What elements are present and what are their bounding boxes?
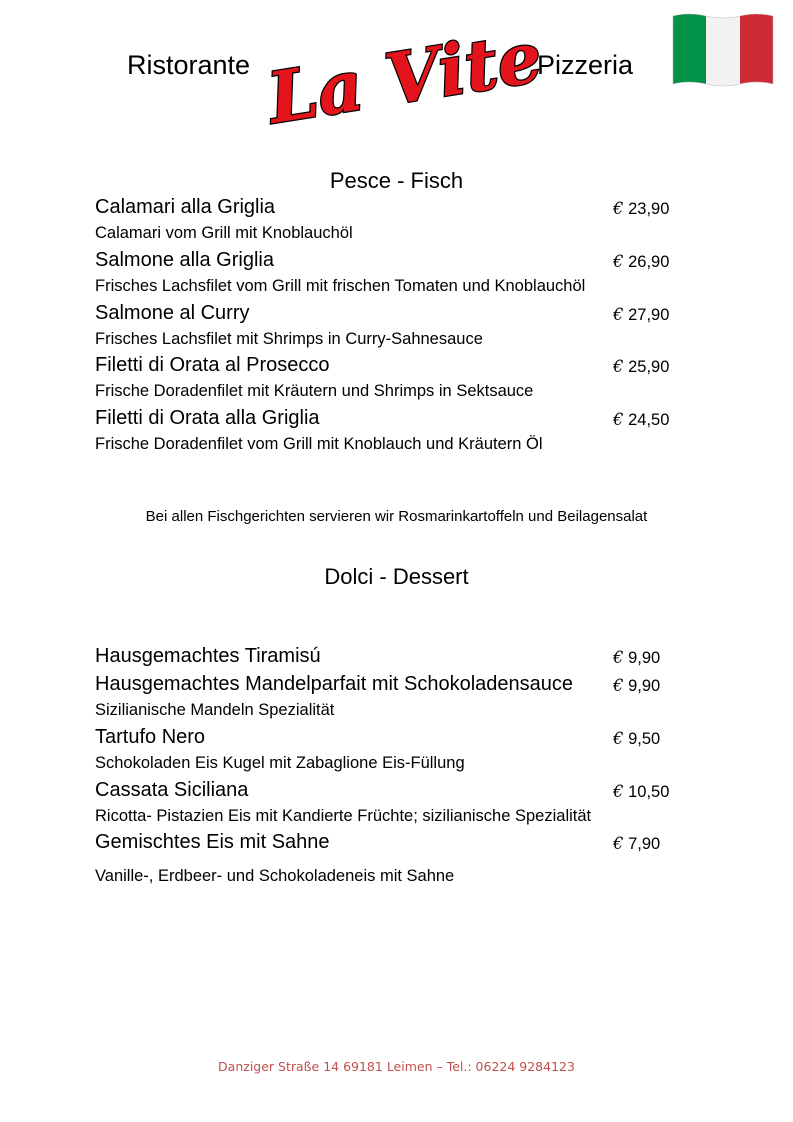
item-name: Cassata Siciliana (95, 779, 249, 801)
item-price: € 9,50 (613, 729, 661, 748)
footer-address: Danziger Straße 14 69181 Leimen – Tel.: 06224 9284123 (218, 1059, 575, 1074)
item-price: € 9,90 (613, 676, 661, 695)
item-price: € 7,90 (613, 834, 661, 853)
item-description: Sizilianische Mandeln Spezialität (95, 701, 335, 719)
item-price: € 10,50 (613, 782, 670, 801)
header-right-label: Pizzeria (537, 50, 634, 80)
item-description: Frische Doradenfilet mit Kräutern und Shrimps in Sektsauce (95, 382, 534, 400)
item-description: Frisches Lachsfilet mit Shrimps in Curry-Sahnesauce (95, 330, 483, 348)
restaurant-logo (262, 14, 548, 140)
header-left-label: Ristorante (127, 50, 251, 80)
item-description: Ricotta- Pistazien Eis mit Kandierte Früchte; sizilianische Spezialität (95, 807, 592, 825)
item-price: € 9,90 (613, 648, 661, 667)
euro-symbol: € (613, 834, 624, 853)
item-name: Filetti di Orata al Prosecco (95, 354, 330, 376)
euro-symbol: € (613, 252, 624, 271)
euro-symbol: € (613, 305, 624, 324)
item-name: Hausgemachtes Tiramisú (95, 645, 321, 667)
item-description: Frisches Lachsfilet vom Grill mit frischen Tomaten und Knoblauchöl (95, 277, 586, 295)
item-price: € 23,90 (613, 199, 670, 218)
item-price: € 24,50 (613, 410, 670, 429)
item-description: Vanille-, Erdbeer- und Schokoladeneis mit Sahne (95, 867, 455, 885)
item-description: Frische Doradenfilet vom Grill mit Knoblauch und Kräutern Öl (95, 435, 543, 453)
euro-symbol: € (613, 199, 624, 218)
item-price: € 26,90 (613, 252, 670, 271)
item-price: € 25,90 (613, 357, 670, 376)
italian-flag-icon (671, 12, 775, 90)
euro-symbol: € (613, 648, 624, 667)
euro-symbol: € (613, 357, 624, 376)
item-price: € 27,90 (613, 305, 670, 324)
item-name: Gemischtes Eis mit Sahne (95, 831, 330, 853)
fish-side-dish-note: Bei allen Fischgerichten servieren wir Rosmarinkartoffeln und Beilagensalat (145, 508, 648, 525)
item-description: Calamari vom Grill mit Knoblauchöl (95, 224, 353, 242)
euro-symbol: € (613, 782, 624, 801)
section-title-dessert: Dolci - Dessert (324, 564, 469, 589)
euro-symbol: € (613, 676, 624, 695)
euro-symbol: € (613, 410, 624, 429)
item-name: Tartufo Nero (95, 726, 206, 748)
logo-text: La Vite (262, 14, 548, 140)
euro-symbol: € (613, 729, 624, 748)
item-name: Salmone al Curry (95, 302, 250, 324)
item-description: Schokoladen Eis Kugel mit Zabaglione Eis-Füllung (95, 754, 465, 772)
item-name: Salmone alla Griglia (95, 249, 274, 271)
item-name: Hausgemachtes Mandelparfait mit Schokoladensauce (95, 673, 574, 695)
item-name: Calamari alla Griglia (95, 196, 276, 218)
section-title-fish: Pesce - Fisch (329, 168, 464, 193)
item-name: Filetti di Orata alla Griglia (95, 407, 320, 429)
